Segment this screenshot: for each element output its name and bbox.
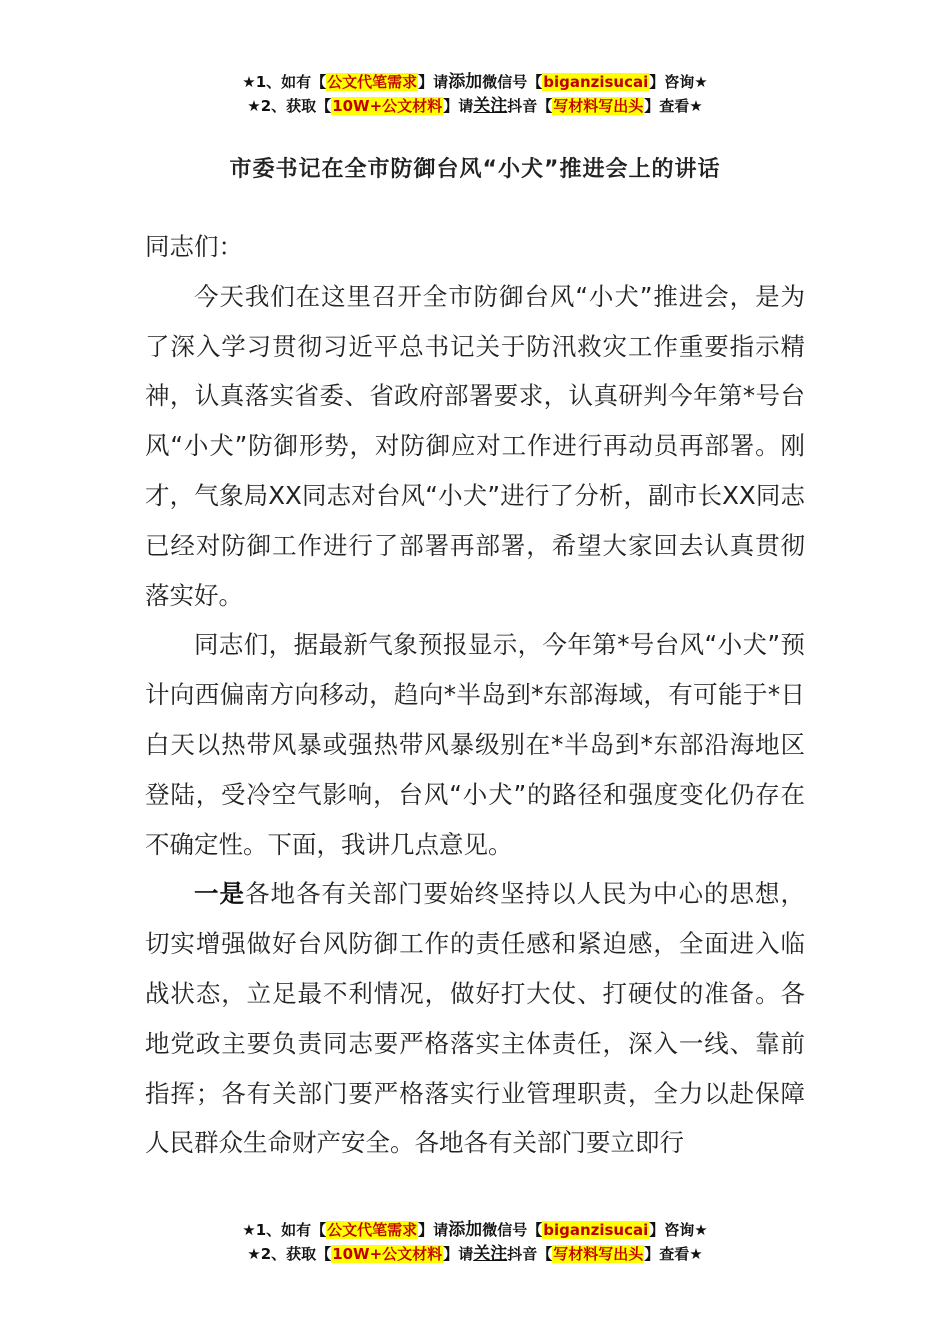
materials-highlight: 10W+公文材料: [332, 1245, 443, 1263]
star-icon: ★: [247, 1245, 261, 1263]
paragraph-1: 今天我们在这里召开全市防御台风“小犬”推进会，是为了深入学习贯彻习近平总书记关于防汛救灾工作重要指示精神，认真落实省委、省政府部署要求，认真研判今年第*号台风“小犬”防御形势，对防御应对工作进行再动员再部署。刚才，气象局XX同志对台风“小犬”进行了分析，副市长XX同志已经对防御工作进行了部署再部署，希望大家回去认真贯彻落实好。: [145, 281, 805, 610]
paragraph-2: 同志们，据最新气象预报显示，今年第*号台风“小犬”预计向西偏南方向移动，趋向*半岛到*东部海域，有可能于*日白天以热带风暴或强热带风暴级别在*半岛到*东部沿海地区登陆，受冷空气影响，台风“小犬”的路径和强度变化仍存在不确定性。下面，我讲几点意见。: [145, 630, 805, 859]
banner-line-2: ★2、获取【10W+公文材料】请关注抖音【写材料写出头】查看★: [247, 1244, 703, 1264]
star-icon: ★: [242, 1221, 256, 1239]
paragraph-3: 一是各地各有关部门要始终坚持以人民为中心的思想，切实增强做好台风防御工作的责任感和紧迫感，全面进入临战状态，立足最不利情况，做好打大仗、打硬仗的准备。各地党政主要负责同志要严格落实主体责任，深入一线、靠前指挥；各有关部门要严格落实行业管理职责，全力以赴保障人民群众生命财产安全。各地各有关部门要立即行: [145, 879, 805, 1158]
douyin-highlight: 写材料写出头: [553, 97, 644, 115]
wechat-id-highlight: biganzisucai: [543, 73, 649, 91]
banner-line-1: ★1、如有【公文代笔需求】请添加微信号【biganzisucai】咨询★: [242, 72, 708, 92]
footer-banner: [0, 1218, 950, 1266]
header-banner: [0, 70, 950, 118]
wechat-id-highlight: biganzisucai: [543, 1221, 649, 1239]
paragraph-3-lead: 一是: [194, 879, 245, 909]
star-icon: ★: [242, 73, 256, 91]
banner-line-2: ★2、获取【10W+公文材料】请关注抖音【写材料写出头】查看★: [247, 96, 703, 116]
document-title: 市委书记在全市防御台风“小犬”推进会上的讲话: [229, 157, 721, 182]
service-highlight: 公文代笔需求: [327, 1221, 418, 1239]
douyin-highlight: 写材料写出头: [553, 1245, 644, 1263]
materials-highlight: 10W+公文材料: [332, 97, 443, 115]
salutation: 同志们：: [145, 232, 243, 261]
document-body: [145, 222, 805, 1168]
star-icon: ★: [247, 97, 261, 115]
banner-line-1: ★1、如有【公文代笔需求】请添加微信号【biganzisucai】咨询★: [242, 1220, 708, 1240]
service-highlight: 公文代笔需求: [327, 73, 418, 91]
